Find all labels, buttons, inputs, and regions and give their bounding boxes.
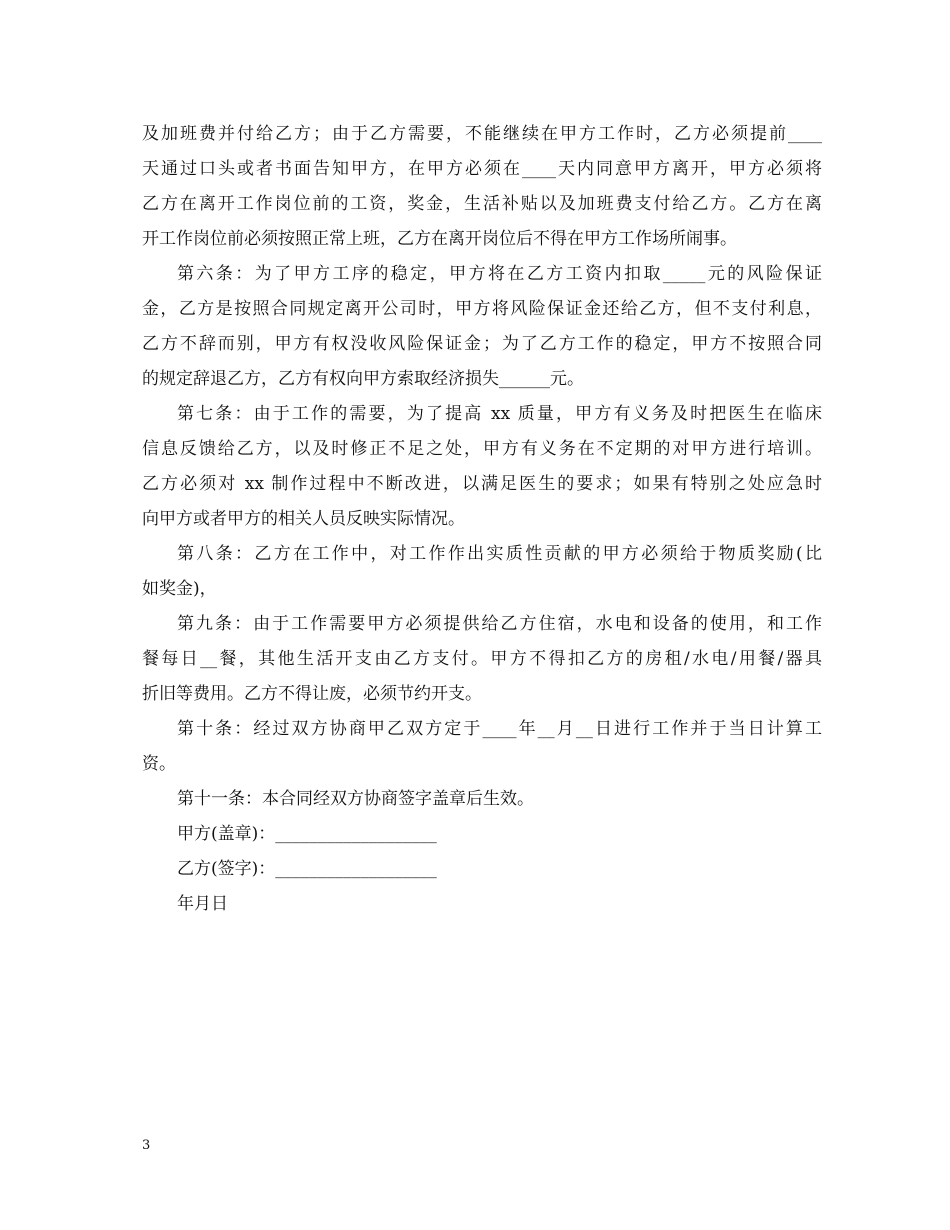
clause-9-line: 第九条：由于工作需要甲方必须提供给乙方住宿，水电和设备的使用，和工作	[177, 614, 822, 634]
clause-8-line: 第八条：乙方在工作中，对工作作出实质性贡献的甲方必须给于物质奖励(比	[177, 544, 822, 564]
document-body	[142, 117, 822, 922]
text-line: 如奖金)，	[142, 579, 217, 599]
text-line: 乙方必须对 xx 制作过程中不断改进，以满足医生的要求；如果有特别之处应急时	[142, 474, 822, 494]
text-line: 信息反馈给乙方，以及时修正不足之处，甲方有义务在不定期的对甲方进行培训。	[142, 439, 822, 459]
text-line: 天通过口头或者书面告知甲方，在甲方必须在____天内同意甲方离开，甲方必须将	[142, 159, 822, 179]
clause-6-line: 第六条：为了甲方工序的稳定，甲方将在乙方工资内扣取_____元的风险保证	[177, 264, 822, 284]
clause-7-line: 第七条：由于工作的需要，为了提高 xx 质量，甲方有义务及时把医生在临床	[177, 404, 822, 424]
text-line: 折旧等费用。乙方不得让废，必须节约开支。	[142, 684, 482, 704]
text-line: 乙方在离开工作岗位前的工资，奖金，生活补贴以及加班费支付给乙方。乙方在离	[142, 194, 822, 214]
party-b-signature-line: 乙方(签字)：___________________	[177, 859, 437, 879]
text-line: 金，乙方是按照合同规定离开公司时，甲方将风险保证金还给乙方，但不支付利息，	[142, 299, 822, 319]
text-line: 向甲方或者甲方的相关人员反映实际情况。	[142, 509, 465, 529]
clause-10-line: 第十条：经过双方协商甲乙双方定于____年__月__日进行工作并于当日计算工	[177, 719, 822, 739]
text-line: 的规定辞退乙方，乙方有权向甲方索取经济损失______元。	[142, 369, 584, 389]
date-line: 年月日	[177, 894, 228, 914]
clause-11-line: 第十一条：本合同经双方协商签字盖章后生效。	[177, 789, 534, 809]
text-line: 及加班费并付给乙方；由于乙方需要，不能继续在甲方工作时，乙方必须提前____	[142, 124, 822, 144]
party-a-seal-line: 甲方(盖章)：___________________	[177, 824, 437, 844]
text-line: 开工作岗位前必须按照正常上班，乙方在离开岗位后不得在甲方工作场所闹事。	[142, 229, 737, 249]
text-line: 资。	[142, 754, 176, 774]
text-line: 餐每日__餐，其他生活开支由乙方支付。甲方不得扣乙方的房租/水电/用餐/器具	[142, 649, 822, 669]
page-number: 3	[142, 1138, 151, 1153]
text-line: 乙方不辞而别，甲方有权没收风险保证金；为了乙方工作的稳定，甲方不按照合同	[142, 334, 822, 354]
